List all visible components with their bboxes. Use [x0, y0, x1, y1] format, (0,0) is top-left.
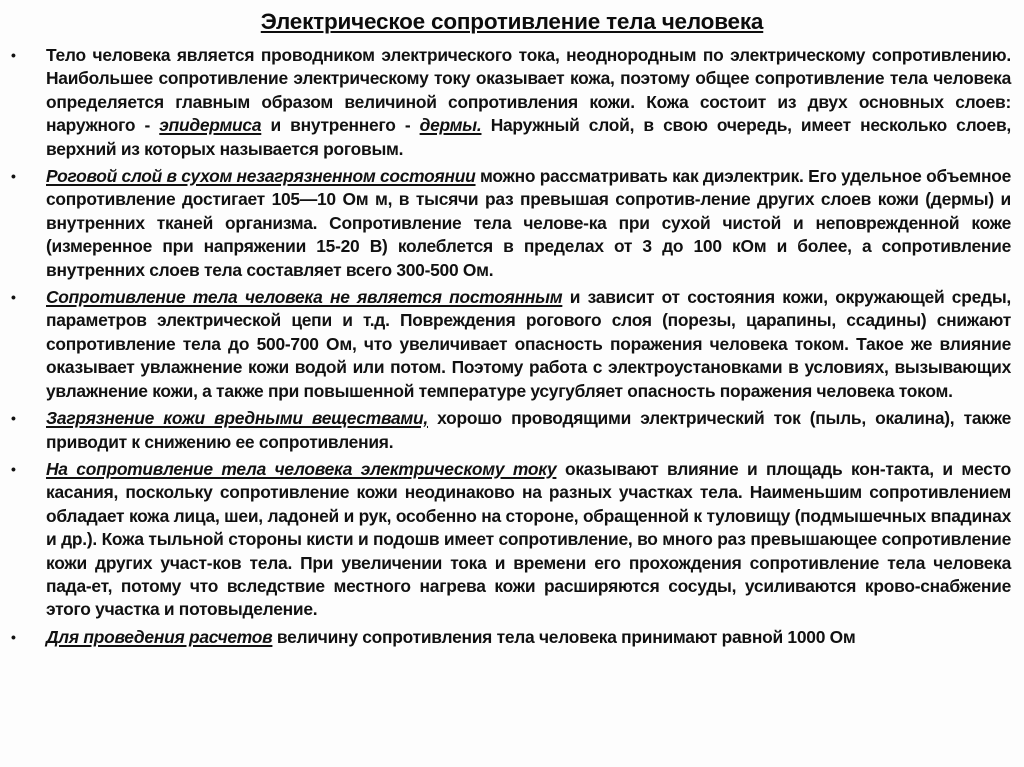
page-title-text: Электрическое сопротивление тела человека [260, 9, 764, 34]
bullet-marker-icon: • [11, 460, 16, 477]
list-item-body [46, 287, 1011, 401]
emphasized-term: дермы. [419, 115, 482, 136]
list-item [0, 165, 1024, 282]
body-text: оказывают влияние и площадь кон-такта, и место касания, поскольку сопротивление кожи неодинаково на разных участках тела. Наименьшим сопротивлением обладает кожа лица, шеи, ладоней и рук, особенно на стороне, обращенной к туловищу (подмышечных впадинах и др.). Кожа тыльной стороны кисти и подошв имеет сопротивление, во много раз превышающее сопротивление кожи других участ-ков тела. При увеличении тока и времени его прохождения сопротивление тела человека пада-ет, потому что вследствие местного нагрева кожи расширяются сосуды, усиливаются крово-снабжение этого участка и потовыделение. [46, 458, 1012, 620]
list-item-lead-phrase: Для проведения расчетов [46, 626, 273, 647]
bullet-marker-icon: • [11, 168, 16, 185]
emphasized-term: эпидермиса [159, 115, 262, 136]
list-item [0, 44, 1024, 161]
list-item-body [46, 45, 1011, 159]
body-text: и зависит от состояния кожи, окружающей среды, параметров электрической цепи и т.д. Повреждения рогового слоя (порезы, царапины, ссадины) снижают сопротивление тела до 500-700 Ом, что увеличивает опасность поражения человека током. Такое же влияние оказывает увлажнение кожи водой или потом. Поэтому работа с электроустановками в условиях, вызывающих увлажнение кожи, а также при повышенной температуре усугубляет опасность поражения человека током. [46, 287, 1012, 401]
list-item-body [46, 408, 1011, 451]
list-item [0, 407, 1024, 454]
bullet-marker-icon: • [11, 47, 16, 63]
list-item-body [46, 459, 1011, 619]
bullet-marker-icon: • [11, 289, 16, 306]
body-text: Тело человека является проводником электрического тока, неоднородным по электрическому сопротивлению. Наибольшее сопротивление электрическому току оказывает кожа, поэтому общее сопротивление тела человека определяется главным образом величиной сопротивления кожи. Кожа состоит из двух основных слоев: наружного - [46, 45, 1011, 136]
list-item-body [46, 627, 856, 647]
bullet-marker-icon: • [11, 410, 16, 427]
body-text: Наружный слой, в свою очередь, имеет несколько слоев, верхний из которых называется роговым. [46, 115, 1011, 159]
bullet-list [0, 44, 1024, 649]
bullet-marker-icon: • [11, 628, 16, 645]
list-item-body [46, 166, 1011, 280]
page-title [0, 0, 1024, 35]
list-item [0, 286, 1024, 403]
list-item [0, 458, 1024, 622]
body-text: можно рассматривать как диэлектрик. Его удельное объемное сопротивление достигает 105—10 Ом м, в тысячи раз превышая сопротив-ление других слоев кожи (дермы) и внутренних тканей организма. Сопротивление тела челове-ка при сухой чистой и неповрежденной коже (измеренное при напряжении 15-20 В) колеблется в пределах от 3 до 100 кОм и более, а сопротивление внутренних слоев тела составляет всего 300-500 Ом. [46, 166, 1012, 280]
body-text: и внутреннего - [261, 115, 420, 136]
list-item-lead-phrase: Роговой слой в сухом незагрязненном состоянии [46, 166, 476, 187]
body-text: величину сопротивления тела человека принимают равной 1000 Ом [272, 626, 856, 647]
list-item-lead-phrase: Загрязнение кожи вредными веществами, [46, 408, 428, 429]
list-item [0, 626, 1024, 649]
body-text: хорошо проводящими электрический ток (пыль, окалина), также приводит к снижению ее сопротивления. [46, 408, 1011, 452]
list-item-lead-phrase: Сопротивление тела человека не является постоянным [46, 287, 563, 308]
list-item-lead-phrase: На сопротивление тела человека электрическому току [46, 458, 557, 479]
